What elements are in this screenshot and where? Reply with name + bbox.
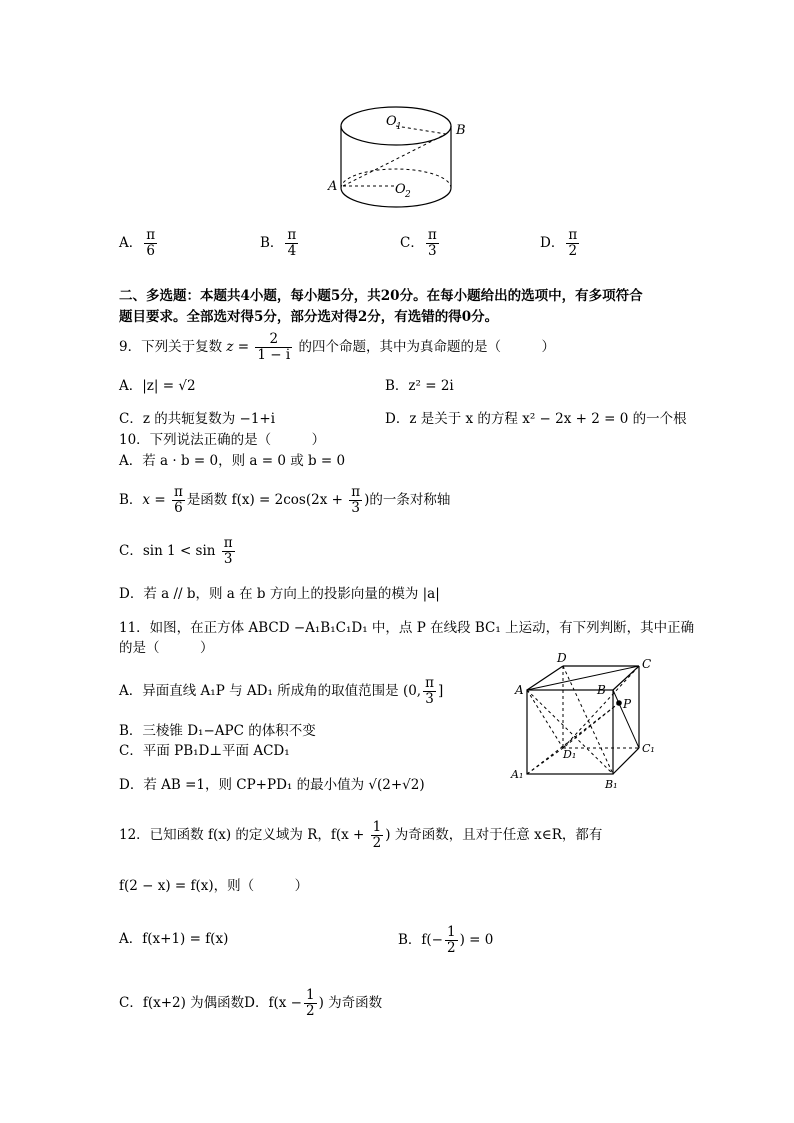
- q10-x-eq: x =: [142, 492, 166, 508]
- q9-z-eq: z =: [226, 339, 250, 355]
- numerator: 1: [305, 987, 315, 1003]
- q11-option-d: D．若 AB =1，则 CP+PD₁ 的最小值为 √(2+√2): [119, 777, 425, 793]
- fraction: [445, 925, 458, 956]
- label-b: B: [597, 683, 606, 697]
- label-d1: D₁: [563, 748, 577, 761]
- hidden-a-b1: [527, 690, 613, 774]
- q8-option-c: [400, 228, 441, 259]
- q12-option-d-text: D．f(x −: [244, 995, 302, 1011]
- cube-figure: [505, 650, 680, 795]
- fraction: [349, 485, 362, 516]
- label-o1-sub: 1: [396, 122, 402, 132]
- denominator: 3: [223, 551, 233, 567]
- numerator: π: [287, 227, 297, 243]
- denominator: 2: [305, 1003, 315, 1019]
- q11-option-b: B．三棱锥 D₁−APC 的体积不变: [119, 723, 316, 739]
- label-o2-sub: 2: [405, 190, 411, 200]
- q8-option-a: [119, 228, 159, 259]
- q9-option-b: B．z² = 2i: [385, 378, 454, 394]
- denominator: 6: [174, 500, 183, 516]
- label-a: A: [515, 683, 524, 697]
- q10-c-text: C．sin 1 < sin: [119, 543, 216, 559]
- fraction: [285, 228, 298, 259]
- numerator: π: [351, 484, 361, 500]
- q12-d-end: ) 为奇函数: [318, 995, 383, 1011]
- label-a: A: [328, 179, 338, 194]
- q11-a-text: A．异面直线 A₁P 与 AD₁ 所成角的取值范围是: [119, 683, 399, 699]
- cube-top-right: [613, 666, 639, 690]
- q11-stem-line2: 的是（ ）: [119, 640, 214, 656]
- numerator: 2: [255, 332, 292, 348]
- denominator: 2: [447, 940, 456, 956]
- fraction: [255, 332, 292, 363]
- section2-line2: 题目要求。全部选对得5分，部分选对得2分，有选错的得0分。: [119, 309, 499, 325]
- q9-stem-a: 9．下列关于复数: [119, 339, 223, 355]
- label-c1: C₁: [642, 742, 655, 755]
- fraction: [172, 485, 185, 516]
- numerator: π: [223, 535, 233, 551]
- segment-o1-b: [396, 126, 446, 134]
- option-label: D．: [540, 235, 565, 251]
- cylinder-figure: [320, 100, 480, 220]
- label-c: C: [642, 657, 652, 671]
- label-o2: O: [395, 182, 406, 197]
- numerator: π: [425, 675, 434, 691]
- option-label: B．: [119, 492, 143, 508]
- q12-stem-line1: [119, 820, 602, 851]
- hidden-p-d1: [563, 703, 619, 748]
- q12-option-cd: [119, 988, 382, 1019]
- q9-option-d: D．z 是关于 x 的方程 x² − 2x + 2 = 0 的一个根: [385, 411, 687, 427]
- section2-line1: 二、多选题：本题共4小题，每小题5分，共20分。在每小题给出的选项中，有多项符合: [119, 288, 643, 304]
- numerator: 1: [447, 924, 456, 940]
- q12-option-a: A．f(x+1) = f(x): [119, 931, 229, 947]
- q12-stem-a: 12．已知函数 f(x) 的定义域为 R，f(x +: [119, 827, 365, 843]
- fraction: [304, 988, 317, 1019]
- q9-option-c: C．z 的共轭复数为 −1+i: [119, 411, 276, 427]
- hidden-a-d1: [527, 690, 563, 748]
- q10-option-a: A．若 a · b = 0，则 a = 0 或 b = 0: [119, 453, 346, 469]
- denominator: 3: [425, 691, 434, 707]
- segment-a-c: [527, 666, 639, 690]
- denominator: 4: [287, 243, 297, 259]
- label-b: B: [456, 123, 466, 138]
- numerator: π: [568, 227, 578, 243]
- fraction: [144, 228, 157, 259]
- q12-stem-b: ) 为奇函数，且对于任意 x∈R，都有: [385, 827, 603, 843]
- q12-b-text: B．f(−: [398, 932, 443, 948]
- q10-option-b: [119, 485, 450, 516]
- denominator: 1 − i: [257, 347, 291, 363]
- q11-a-interval: (0,: [402, 683, 422, 699]
- q12-stem-line2: f(2 − x) = f(x)，则（ ）: [119, 878, 309, 894]
- numerator: π: [173, 484, 183, 500]
- q9-option-a: A．|z| = √2: [119, 378, 196, 394]
- q10-b-mid: 是函数 f(x) = 2cos(2x +: [186, 492, 343, 508]
- q12-b-end: ) = 0: [459, 932, 494, 948]
- fraction: [222, 536, 235, 567]
- q12-option-b: [398, 925, 493, 956]
- denominator: 2: [372, 835, 382, 851]
- q10-b-end: )的一条对称轴: [364, 492, 451, 508]
- denominator: 2: [568, 243, 578, 259]
- cube-bottom-right: [613, 748, 639, 774]
- option-label: A．: [119, 235, 143, 251]
- segment-a-b: [343, 134, 446, 186]
- q9-stem-b: 的四个命题，其中为真命题的是（ ）: [298, 339, 556, 355]
- denominator: 3: [351, 500, 360, 516]
- option-label: B．: [260, 235, 284, 251]
- fraction: [423, 676, 436, 707]
- numerator: π: [146, 227, 156, 243]
- q11-stem-line1: 11．如图，在正方体 ABCD −A₁B₁C₁D₁ 中，点 P 在线段 BC₁ 上运动，有下列判断，其中正确: [119, 620, 695, 636]
- label-p: P: [623, 697, 632, 711]
- numerator: 1: [372, 819, 382, 835]
- label-o1: O: [386, 114, 397, 129]
- q12-option-c: C．f(x+2) 为偶函数: [119, 995, 245, 1011]
- label-a1: A₁: [511, 768, 524, 781]
- label-b1: B₁: [605, 778, 618, 791]
- q9-stem: [119, 332, 555, 363]
- denominator: 6: [146, 243, 155, 259]
- fraction: [426, 228, 439, 259]
- denominator: 3: [427, 243, 437, 259]
- numerator: π: [427, 227, 437, 243]
- q11-a-end: ]: [437, 683, 444, 699]
- label-d: D: [557, 651, 567, 665]
- fraction: [371, 820, 384, 851]
- option-label: C．: [400, 235, 424, 251]
- q8-option-b: [260, 228, 300, 259]
- q10-option-c: [119, 536, 237, 567]
- q8-option-d: [540, 228, 581, 259]
- q10-option-d: D．若 a // b，则 a 在 b 方向上的投影向量的模为 |a|: [119, 586, 440, 602]
- fraction: [566, 228, 579, 259]
- q10-stem: 10．下列说法正确的是（ ）: [119, 432, 326, 448]
- point-p: [616, 700, 622, 706]
- q11-option-a: [119, 676, 443, 707]
- q11-option-c: C．平面 PB₁D⊥平面 ACD₁: [119, 743, 290, 759]
- hidden-a1-p: [527, 703, 619, 774]
